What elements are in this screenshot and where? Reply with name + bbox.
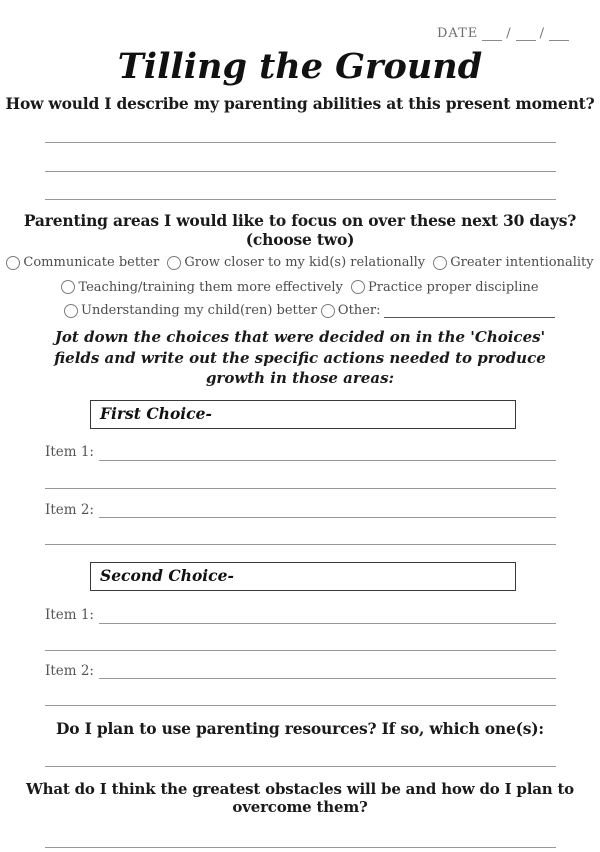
option-label: Communicate better bbox=[23, 255, 160, 271]
writing-line[interactable] bbox=[45, 113, 556, 143]
question-obstacles: What do I think the greatest obstacles will be and how do I plan to overcome them? bbox=[26, 780, 574, 816]
checkbox-circle-icon[interactable] bbox=[433, 256, 447, 270]
other-writing-line[interactable] bbox=[384, 304, 555, 318]
option-understanding-child[interactable] bbox=[64, 303, 317, 318]
writing-line[interactable] bbox=[45, 518, 556, 545]
option-label: Other: bbox=[337, 303, 381, 319]
option-label: Grow closer to my kid(s) relationally bbox=[184, 255, 426, 271]
page-title: Tilling the Ground bbox=[117, 46, 483, 87]
checkbox-circle-icon[interactable] bbox=[167, 256, 181, 270]
instruction-text: Jot down the choices that were decided on in the 'Choices' fields and write out the specific actions needed to produce growth in those areas: bbox=[54, 328, 546, 387]
options-row-3 bbox=[62, 303, 555, 318]
option-proper-discipline[interactable] bbox=[351, 280, 539, 295]
date-year-blank[interactable] bbox=[549, 28, 569, 41]
options-row-2 bbox=[0, 280, 600, 299]
first-choice-box[interactable] bbox=[90, 400, 516, 429]
checkbox-circle-icon[interactable] bbox=[6, 256, 20, 270]
option-greater-intentionality[interactable] bbox=[433, 255, 593, 270]
second-choice-label: Second Choice- bbox=[100, 566, 234, 585]
writing-line[interactable] bbox=[45, 679, 556, 706]
writing-line[interactable] bbox=[45, 461, 556, 489]
option-grow-closer[interactable] bbox=[167, 255, 425, 270]
item1-label: Item 1: bbox=[45, 444, 94, 460]
date-separator: / bbox=[539, 26, 546, 41]
option-communicate-better[interactable] bbox=[6, 255, 159, 270]
item2-writing-line[interactable] bbox=[99, 504, 556, 518]
item1-label: Item 1: bbox=[45, 607, 94, 623]
option-label: Greater intentionality bbox=[450, 255, 594, 271]
first-choice-label: First Choice- bbox=[100, 404, 212, 423]
options-row-1 bbox=[0, 255, 600, 274]
first-choice-item2-row bbox=[45, 501, 556, 519]
writing-line[interactable] bbox=[45, 816, 556, 848]
writing-line[interactable] bbox=[45, 624, 556, 651]
item2-writing-line[interactable] bbox=[99, 665, 556, 679]
option-other[interactable] bbox=[321, 303, 381, 318]
date-field bbox=[437, 26, 569, 41]
checkbox-circle-icon[interactable] bbox=[321, 304, 335, 318]
second-choice-item1-row bbox=[45, 609, 556, 624]
option-teaching-training[interactable] bbox=[61, 280, 342, 295]
option-label: Understanding my child(ren) better bbox=[81, 303, 317, 319]
checkbox-circle-icon[interactable] bbox=[351, 280, 365, 294]
first-choice-item1-row bbox=[45, 446, 556, 461]
second-choice-item2-row bbox=[45, 662, 556, 680]
item1-writing-line[interactable] bbox=[99, 610, 556, 624]
date-separator: / bbox=[506, 26, 512, 41]
item2-label: Item 2: bbox=[45, 501, 94, 518]
writing-line[interactable] bbox=[45, 143, 556, 172]
item1-writing-line[interactable] bbox=[99, 447, 556, 461]
date-month-blank[interactable] bbox=[482, 28, 502, 41]
checkbox-circle-icon[interactable] bbox=[61, 280, 75, 294]
second-choice-box[interactable] bbox=[90, 562, 516, 591]
question-focus-areas: Parenting areas I would like to focus on over these next 30 days? (choose two) bbox=[23, 211, 577, 250]
date-label: DATE bbox=[437, 26, 479, 41]
date-day-blank[interactable] bbox=[516, 28, 536, 41]
writing-line[interactable] bbox=[45, 738, 556, 767]
writing-line[interactable] bbox=[45, 172, 556, 200]
writing-line[interactable] bbox=[45, 848, 556, 852]
option-label: Teaching/training them more effectively bbox=[78, 279, 343, 295]
question-resources: Do I plan to use parenting resources? If so, which one(s): bbox=[56, 719, 544, 738]
question-describe-abilities: How would I describe my parenting abilities at this present moment? bbox=[5, 94, 595, 114]
checkbox-circle-icon[interactable] bbox=[64, 304, 78, 318]
option-label: Practice proper discipline bbox=[368, 279, 539, 295]
item2-label: Item 2: bbox=[45, 662, 94, 679]
